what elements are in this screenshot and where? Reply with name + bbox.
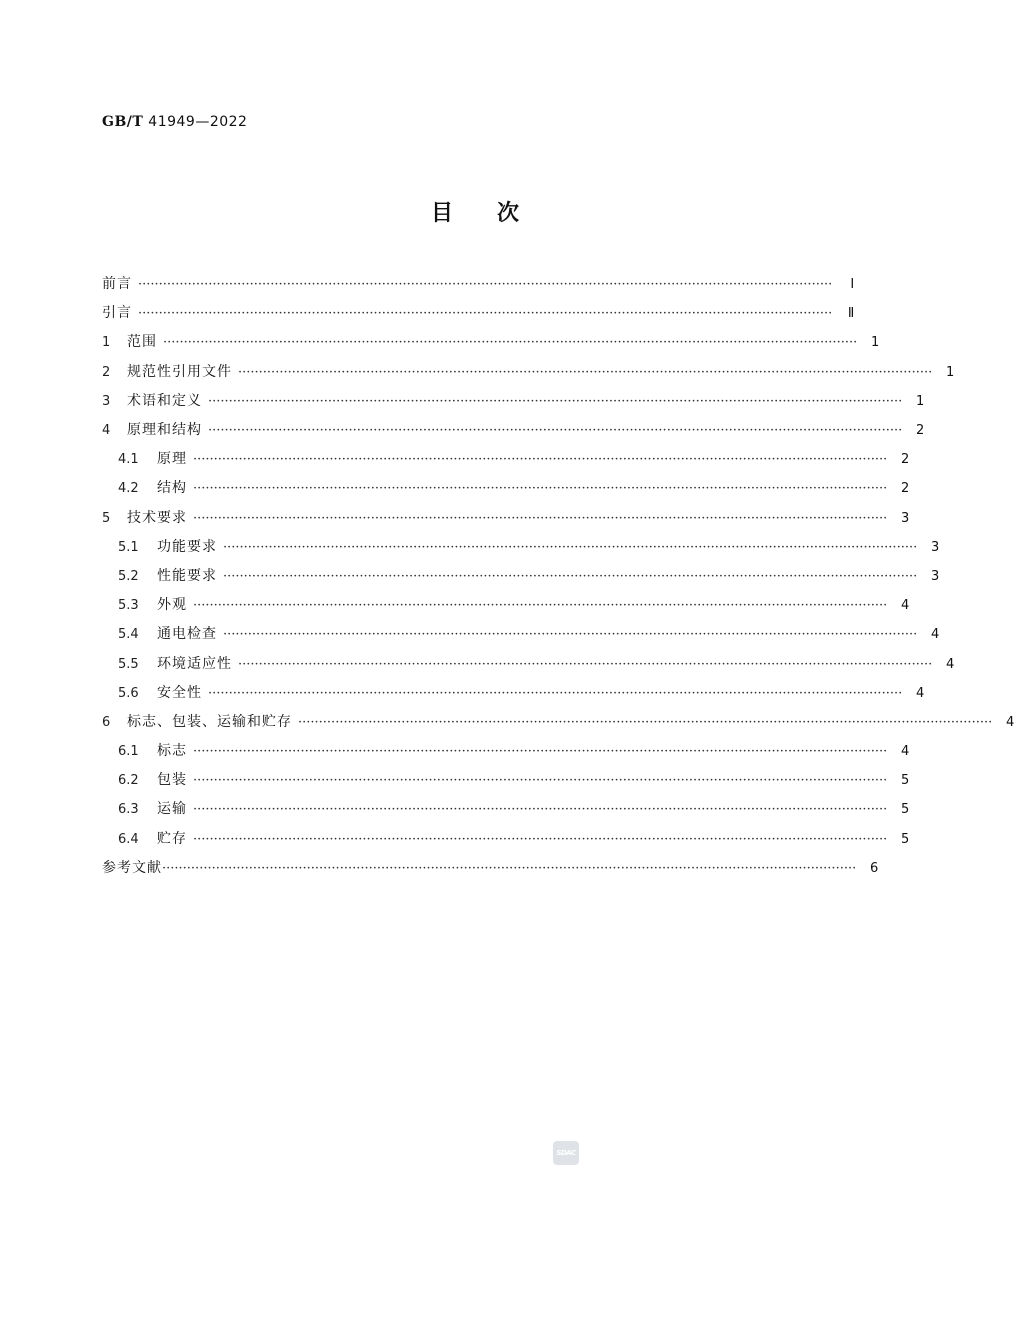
standard-prefix: GB/T xyxy=(102,114,144,130)
toc-entry-number: 6.3 xyxy=(118,802,139,818)
toc-dot-leader: ········································································································································································ xyxy=(238,364,933,380)
toc-entry-page: 4 xyxy=(900,598,910,614)
toc-dot-leader: ········································································································································································ xyxy=(208,685,903,701)
toc-entry-page: 4 xyxy=(1005,714,1014,730)
toc-entry[interactable] xyxy=(102,270,855,299)
toc-entry-page: 6 xyxy=(869,860,879,876)
toc-entry[interactable] xyxy=(102,766,910,795)
toc-entry[interactable] xyxy=(102,737,910,766)
toc-entry[interactable] xyxy=(102,679,925,708)
toc-entry-number: 5.4 xyxy=(118,627,139,643)
toc-entry-page: 3 xyxy=(900,510,910,526)
toc-entry-label: 功能要求 xyxy=(157,538,217,555)
table-of-contents xyxy=(102,270,1014,883)
toc-entry-label: 引言 xyxy=(102,305,132,322)
toc-entry[interactable] xyxy=(102,474,910,503)
toc-entry-number: 5.5 xyxy=(118,656,139,672)
toc-entry-label: 技术要求 xyxy=(127,509,187,526)
toc-entry[interactable] xyxy=(102,591,910,620)
standard-number: 41949—2022 xyxy=(148,114,248,130)
toc-entry[interactable] xyxy=(102,504,910,533)
toc-entry-number: 5.1 xyxy=(118,539,139,555)
toc-entry-number: 5.6 xyxy=(118,685,139,701)
toc-entry-label: 性能要求 xyxy=(157,567,217,584)
toc-entry-page: 2 xyxy=(915,423,925,439)
toc-entry[interactable] xyxy=(102,562,940,591)
toc-dot-leader: ········································································································································································ xyxy=(193,481,888,497)
toc-dot-leader: ········································································································································································ xyxy=(138,306,833,322)
toc-entry-page: 2 xyxy=(900,452,910,468)
toc-entry-label: 结构 xyxy=(157,480,187,497)
toc-entry-page: 4 xyxy=(900,744,910,760)
toc-entry-number: 5.3 xyxy=(118,598,139,614)
page-title: 目次 xyxy=(430,201,563,226)
toc-entry-number: 2 xyxy=(102,364,111,380)
toc-dot-leader: ········································································································································································ xyxy=(193,510,888,526)
toc-dot-leader: ········································································································································································ xyxy=(138,277,833,293)
toc-entry-number: 5.2 xyxy=(118,568,139,584)
toc-entry[interactable] xyxy=(102,795,910,824)
toc-entry-page: 1 xyxy=(945,364,955,380)
toc-entry[interactable] xyxy=(102,708,1014,737)
toc-entry-number: 6.1 xyxy=(118,744,139,760)
toc-entry[interactable] xyxy=(102,416,925,445)
toc-entry-page: 1 xyxy=(915,393,925,409)
toc-entry-page: 2 xyxy=(900,481,910,497)
toc-entry-number: 6.2 xyxy=(118,773,139,789)
toc-dot-leader: ········································································································································································ xyxy=(298,714,993,730)
toc-entry-page: 4 xyxy=(915,685,925,701)
toc-entry-label: 安全性 xyxy=(157,684,202,701)
toc-entry-number: 6 xyxy=(102,714,111,730)
toc-dot-leader: ········································································································································································ xyxy=(208,423,903,439)
toc-entry[interactable] xyxy=(102,387,925,416)
toc-dot-leader: ········································································································································································ xyxy=(208,393,903,409)
toc-dot-leader: ········································································································································································ xyxy=(193,773,888,789)
toc-entry-label: 前言 xyxy=(102,276,132,293)
toc-entry-label: 原理和结构 xyxy=(127,422,202,439)
toc-entry-page: 3 xyxy=(930,539,940,555)
toc-entry[interactable] xyxy=(102,533,940,562)
toc-dot-leader: ········································································································································································ xyxy=(163,335,858,351)
toc-entry-label: 规范性引用文件 xyxy=(127,363,232,380)
toc-entry-label: 环境适应性 xyxy=(157,655,232,672)
toc-entry-label: 术语和定义 xyxy=(127,392,202,409)
toc-entry-number: 4.1 xyxy=(118,452,139,468)
toc-entry-label: 参考文献 xyxy=(102,859,162,876)
toc-dot-leader: ········································································································································································ xyxy=(223,568,918,584)
toc-entry[interactable] xyxy=(102,649,955,678)
toc-entry-number: 6.4 xyxy=(118,831,139,847)
toc-entry-page: 5 xyxy=(900,802,910,818)
toc-entry-label: 外观 xyxy=(157,597,187,614)
toc-entry-label: 贮存 xyxy=(157,830,187,847)
toc-entry[interactable] xyxy=(102,825,910,854)
toc-entry-label: 范围 xyxy=(127,334,157,351)
toc-entry[interactable] xyxy=(102,620,940,649)
toc-entry[interactable] xyxy=(102,854,879,883)
toc-entry-page: 5 xyxy=(900,773,910,789)
toc-entry-number: 4.2 xyxy=(118,481,139,497)
toc-entry-number: 4 xyxy=(102,423,111,439)
toc-entry-label: 通电检查 xyxy=(157,626,217,643)
toc-dot-leader: ········································································································································································ xyxy=(238,656,933,672)
toc-entry-label: 包装 xyxy=(157,772,187,789)
toc-entry-number: 1 xyxy=(102,335,111,351)
toc-entry-label: 原理 xyxy=(157,451,187,468)
toc-dot-leader: ········································································································································································ xyxy=(223,539,918,555)
toc-dot-leader: ········································································································································································ xyxy=(193,598,888,614)
toc-entry-label: 标志 xyxy=(157,743,187,760)
toc-entry-number: 5 xyxy=(102,510,111,526)
toc-dot-leader: ········································································································································································ xyxy=(193,802,888,818)
watermark-logo: SDAC xyxy=(553,1141,579,1165)
toc-dot-leader: ········································································································································································ xyxy=(193,452,888,468)
toc-entry-page: Ⅱ xyxy=(847,306,855,322)
toc-entry-page: 1 xyxy=(870,335,880,351)
toc-entry-page: 4 xyxy=(945,656,955,672)
toc-dot-leader: ········································································································································································ xyxy=(223,627,918,643)
toc-entry[interactable] xyxy=(102,358,955,387)
toc-dot-leader: ········································································································································································ xyxy=(162,860,857,876)
toc-entry-page: 3 xyxy=(930,568,940,584)
toc-entry-label: 标志、包装、运输和贮存 xyxy=(127,713,292,730)
toc-dot-leader: ········································································································································································ xyxy=(193,744,888,760)
toc-entry-label: 运输 xyxy=(157,801,187,818)
toc-entry-page: Ⅰ xyxy=(850,277,855,293)
toc-entry-page: 4 xyxy=(930,627,940,643)
toc-entry[interactable] xyxy=(102,299,855,328)
standard-code xyxy=(102,114,247,130)
toc-entry-page: 5 xyxy=(900,831,910,847)
toc-dot-leader: ········································································································································································ xyxy=(193,831,888,847)
toc-entry[interactable] xyxy=(102,328,880,357)
toc-entry[interactable] xyxy=(102,445,910,474)
toc-entry-number: 3 xyxy=(102,393,111,409)
